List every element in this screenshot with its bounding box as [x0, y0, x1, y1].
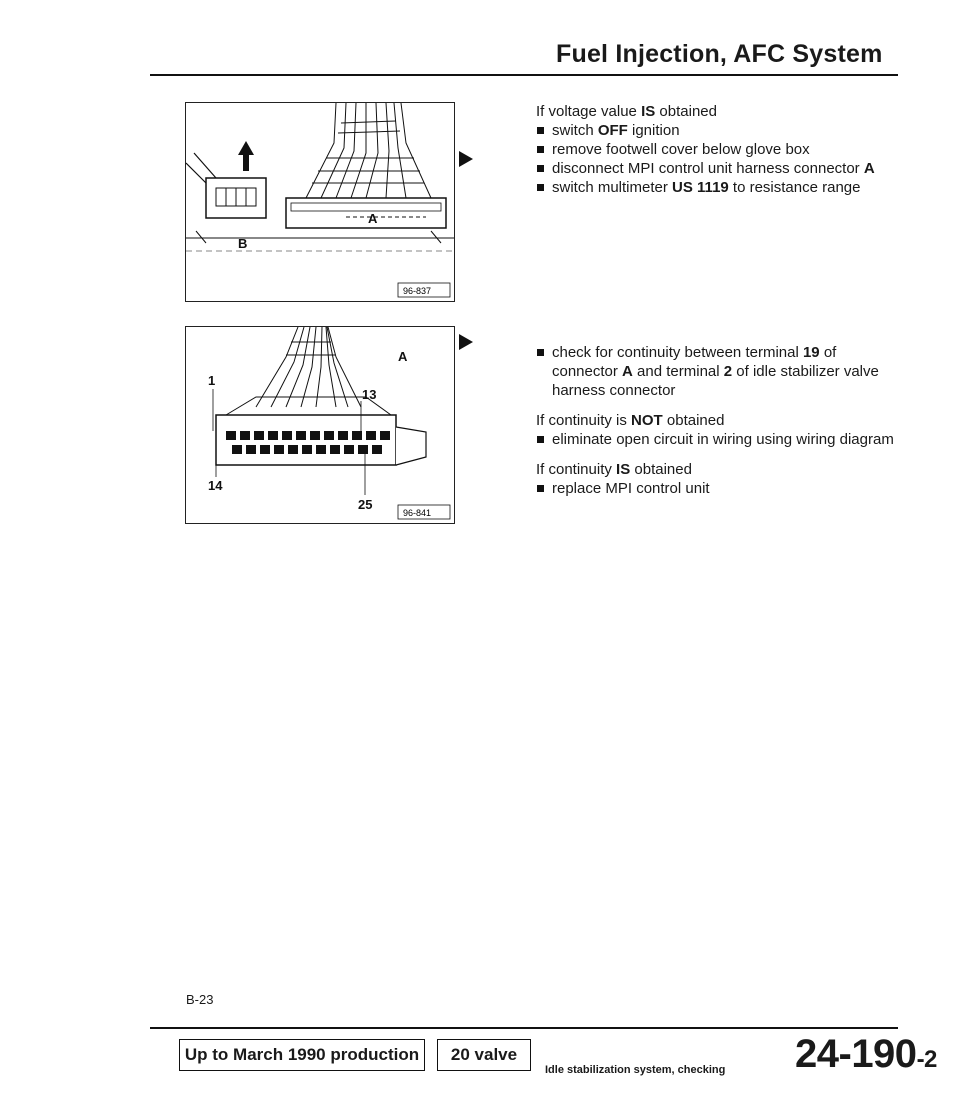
instructions-voltage-obtained: [536, 102, 896, 197]
figure2-label-a: A: [398, 349, 408, 364]
figure2-label-terminal-1: 1: [208, 373, 216, 388]
instructions-continuity-check: [536, 343, 896, 498]
figure2-label-terminal-25: 25: [358, 497, 373, 512]
step-eliminate-open-circuit: eliminate open circuit in wiring using wiring diagram: [536, 430, 896, 449]
figure2-label-terminal-14: 14: [208, 478, 223, 493]
page-number-suffix: -2: [916, 1046, 937, 1073]
header-rule: [150, 74, 898, 76]
condition-voltage-obtained: If voltage value IS obtained: [536, 103, 717, 120]
page-number: 24-190-2: [795, 1032, 937, 1076]
figure1-pointer-icon: [459, 151, 473, 167]
condition-continuity-obtained: If continuity IS obtained: [536, 461, 692, 478]
page-title: Fuel Injection, AFC System: [556, 40, 883, 68]
connector-location-illustration: [186, 103, 454, 301]
step-disconnect-harness: disconnect MPI control unit harness connector A: [536, 159, 896, 178]
condition-continuity-not-obtained: If continuity is NOT obtained: [536, 412, 725, 429]
engine-variant-badge: 20 valve: [437, 1039, 531, 1071]
step-remove-footwell-cover: remove footwell cover below glove box: [536, 140, 896, 159]
figure2-pointer-icon: [459, 334, 473, 350]
step-check-continuity: check for continuity between terminal 19 of connector A and terminal 2 of idle stabilizer valve harness connector: [536, 343, 896, 400]
figure-connector-terminals: [185, 326, 455, 524]
figure1-label-a: A: [368, 211, 378, 226]
figure1-code: 96-837: [403, 286, 432, 296]
figure-connector-a-location: [185, 102, 455, 302]
figure2-code: 96-841: [403, 508, 432, 518]
connector-terminals-illustration: [186, 327, 454, 523]
step-switch-off-ignition: switch OFF ignition: [536, 121, 896, 140]
footer-caption: Idle stabilization system, checking: [545, 1064, 726, 1076]
page-reference: B-23: [186, 992, 214, 1007]
step-replace-control-unit: replace MPI control unit: [536, 479, 896, 498]
step-switch-multimeter: switch multimeter US 1119 to resistance range: [536, 178, 896, 197]
production-range-badge: Up to March 1990 production: [179, 1039, 425, 1071]
figure2-label-terminal-13: 13: [362, 387, 377, 402]
figure1-label-b: B: [238, 236, 248, 251]
footer-rule: [150, 1027, 898, 1029]
